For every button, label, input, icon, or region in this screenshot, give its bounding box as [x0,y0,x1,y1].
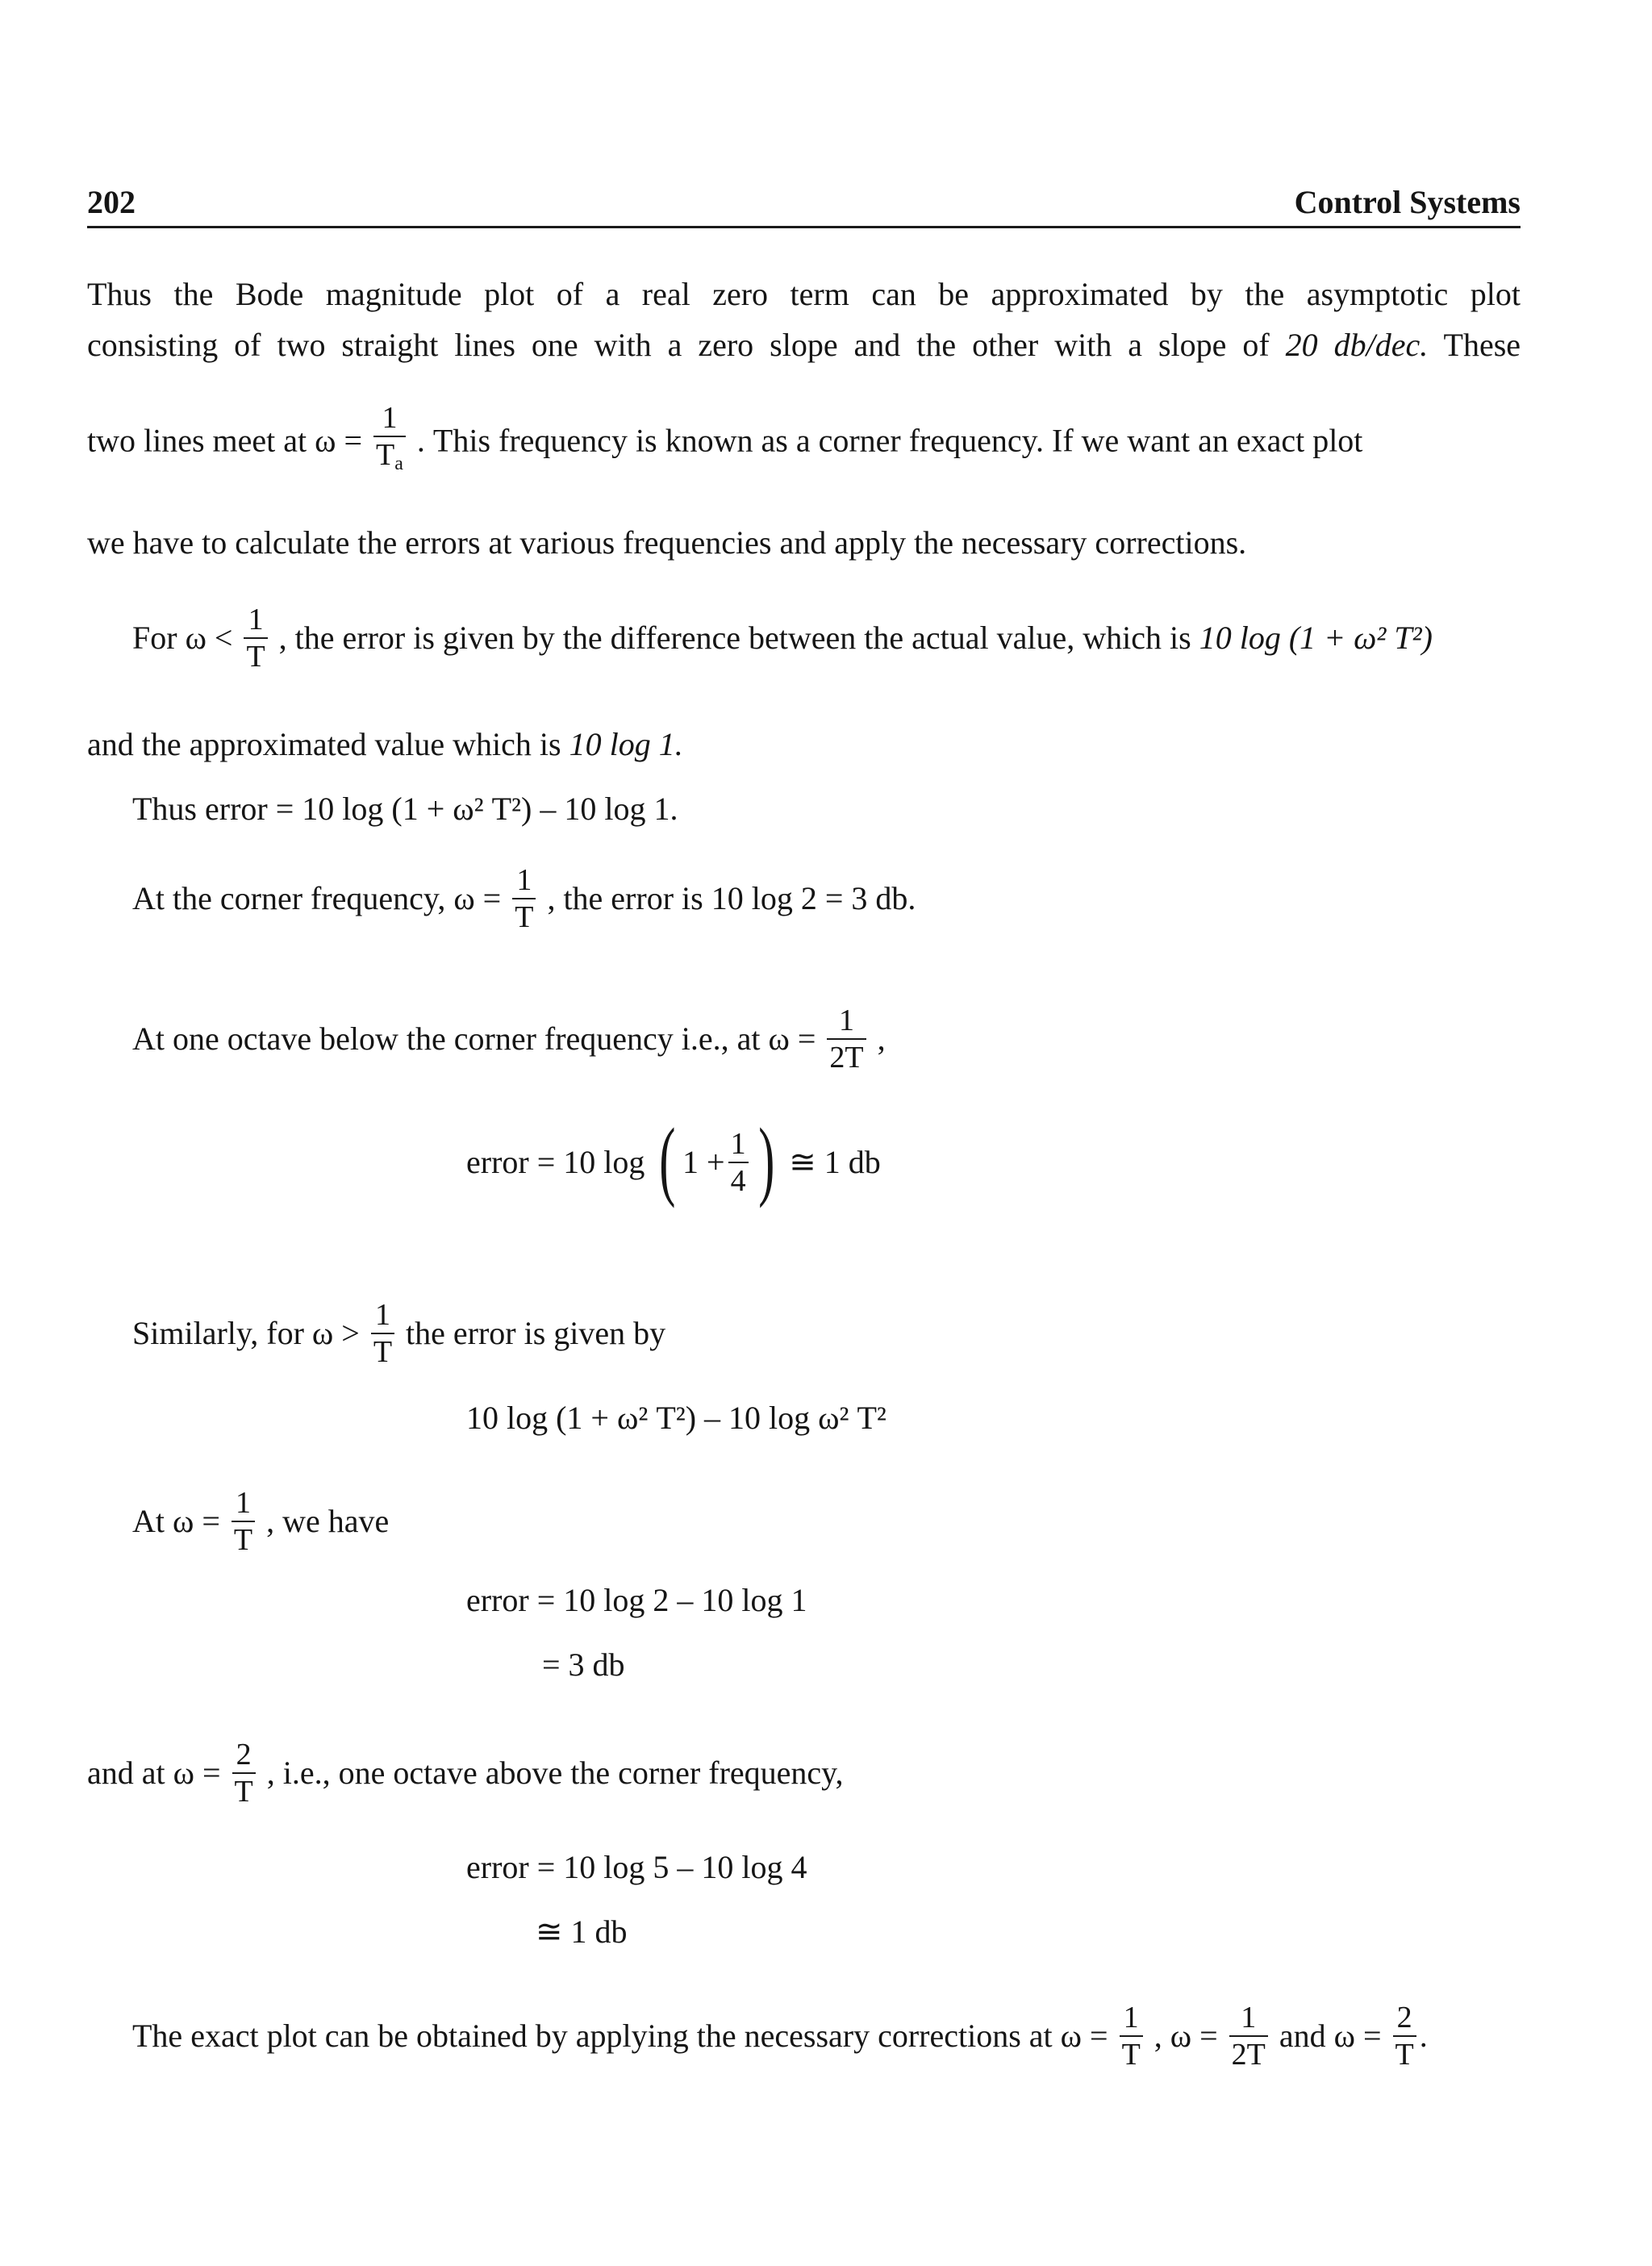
left-paren: ( [659,1110,676,1208]
fraction-numerator: 2 [1393,2000,1416,2037]
error-above-expression [466,1398,886,1438]
fraction [371,1297,394,1370]
text: T [376,438,395,472]
fraction-denominator: 2T [1231,2038,1266,2072]
fraction-numerator: 1 [371,1297,394,1334]
paragraph-1-line-4 [87,523,1246,563]
fraction-numerator: 1 [1229,2000,1268,2037]
fraction [512,862,536,935]
page-header [87,182,1521,228]
right-paren: ) [757,1110,774,1208]
text: ≅ 1 db [789,1144,881,1181]
text: error = 10 log 2 – 10 log 1 [466,1582,807,1618]
text: , the error is given by the difference between the actual value, which is [278,620,1191,657]
page-number: 202 [87,184,136,220]
text: 10 log (1 + ω² T²) – 10 log ω² T² [466,1400,886,1436]
fraction-denominator: T [234,1775,253,1809]
paragraph-1-line-3 [87,403,1362,485]
error-above-line-2 [536,1912,628,1952]
text: and the approximated value which is [87,726,561,762]
text: the error is given by [406,1315,666,1352]
text: These [1443,327,1521,363]
text: For ω < [132,620,233,657]
at-omega-line [132,1488,389,1561]
and-at-line [87,1740,844,1813]
text: Thus error = 10 log (1 + ω² T²) – 10 log 1. [132,791,678,827]
corner-frequency-line [132,863,916,938]
text: , we have [266,1503,390,1540]
approx-value-expression: 10 log 1. [569,726,683,762]
fraction [728,1126,749,1199]
fraction [1393,2000,1416,2072]
text: . This frequency is known as a corner frequency. If we want an exact plot [416,422,1363,459]
text: At ω = [132,1503,220,1540]
fraction-numerator: 2 [232,1737,256,1774]
running-title: Control Systems [1294,184,1521,220]
fraction-denominator: T [246,640,265,674]
fraction-numerator: 1 [728,1126,749,1163]
final-line [132,2003,1428,2076]
text: ≅ 1 db [536,1913,628,1950]
fraction-denominator: T [1121,2038,1141,2072]
text: , ω = [1153,2018,1218,2055]
equation-thus-error [132,789,678,829]
text: , i.e., one octave above the corner frequency, [266,1755,844,1792]
slope-value: 20 db/dec. [1285,327,1429,363]
fraction-denominator: T [515,900,534,934]
error-at-line-2 [542,1645,625,1685]
fraction [244,602,267,674]
error-below-equation [466,1110,881,1208]
fraction-numerator: 1 [373,400,406,437]
fraction-numerator: 1 [232,1485,255,1522]
fraction-numerator: 1 [244,602,267,639]
text: and at ω = [87,1755,221,1792]
fraction-numerator: 1 [1120,2000,1143,2037]
text: consisting of two straight lines one with a zero slope and the other with a slope of [87,327,1270,363]
subscript: a [394,453,403,474]
text: , [877,1020,886,1058]
fraction-denominator [373,437,406,482]
paragraph-2-line-1 [132,605,1433,678]
fraction-denominator: T [373,1335,393,1369]
text: Similarly, for ω > [132,1315,360,1352]
paragraph-1-line-2 [87,325,1521,365]
fraction-denominator: T [233,1523,253,1557]
fraction [1120,2000,1143,2072]
text: At one octave below the corner frequency i.e., at ω = [132,1020,816,1058]
text: = 3 db [542,1646,625,1683]
octave-below-line [132,1006,886,1079]
text: Thus the Bode magnitude plot of a real zero term can be approximated by the asymptotic plot [87,276,1521,312]
similarly-line [132,1300,665,1373]
fraction [232,1737,256,1809]
text: 1 + [682,1144,725,1181]
fraction-denominator: 4 [730,1164,746,1198]
text: The exact plot can be obtained by applying the necessary corrections at ω = [132,2018,1108,2055]
text: , the error is 10 log 2 = 3 db. [547,880,916,917]
error-above-line-1 [466,1847,807,1888]
fraction [232,1485,255,1558]
fraction [373,400,406,482]
fraction-denominator: T [1395,2038,1414,2072]
text: . [1419,2018,1428,2055]
fraction-denominator: 2T [829,1041,864,1075]
text: we have to calculate the errors at various frequencies and apply the necessary corrections. [87,524,1247,561]
paragraph-1-line-1 [87,274,1521,315]
paragraph-2-line-2 [87,724,683,765]
actual-value-expression: 10 log (1 + ω² T²) [1199,620,1433,657]
text: and ω = [1279,2018,1382,2055]
error-at-line-1 [466,1580,807,1621]
text: two lines meet at ω = [87,422,363,459]
text: error = 10 log [466,1144,645,1181]
fraction [1229,2000,1268,2072]
text: At the corner frequency, ω = [132,880,502,917]
text: error = 10 log 5 – 10 log 4 [466,1849,807,1885]
fraction-numerator: 1 [512,862,536,899]
fraction-numerator: 1 [827,1003,866,1040]
fraction [827,1003,866,1075]
